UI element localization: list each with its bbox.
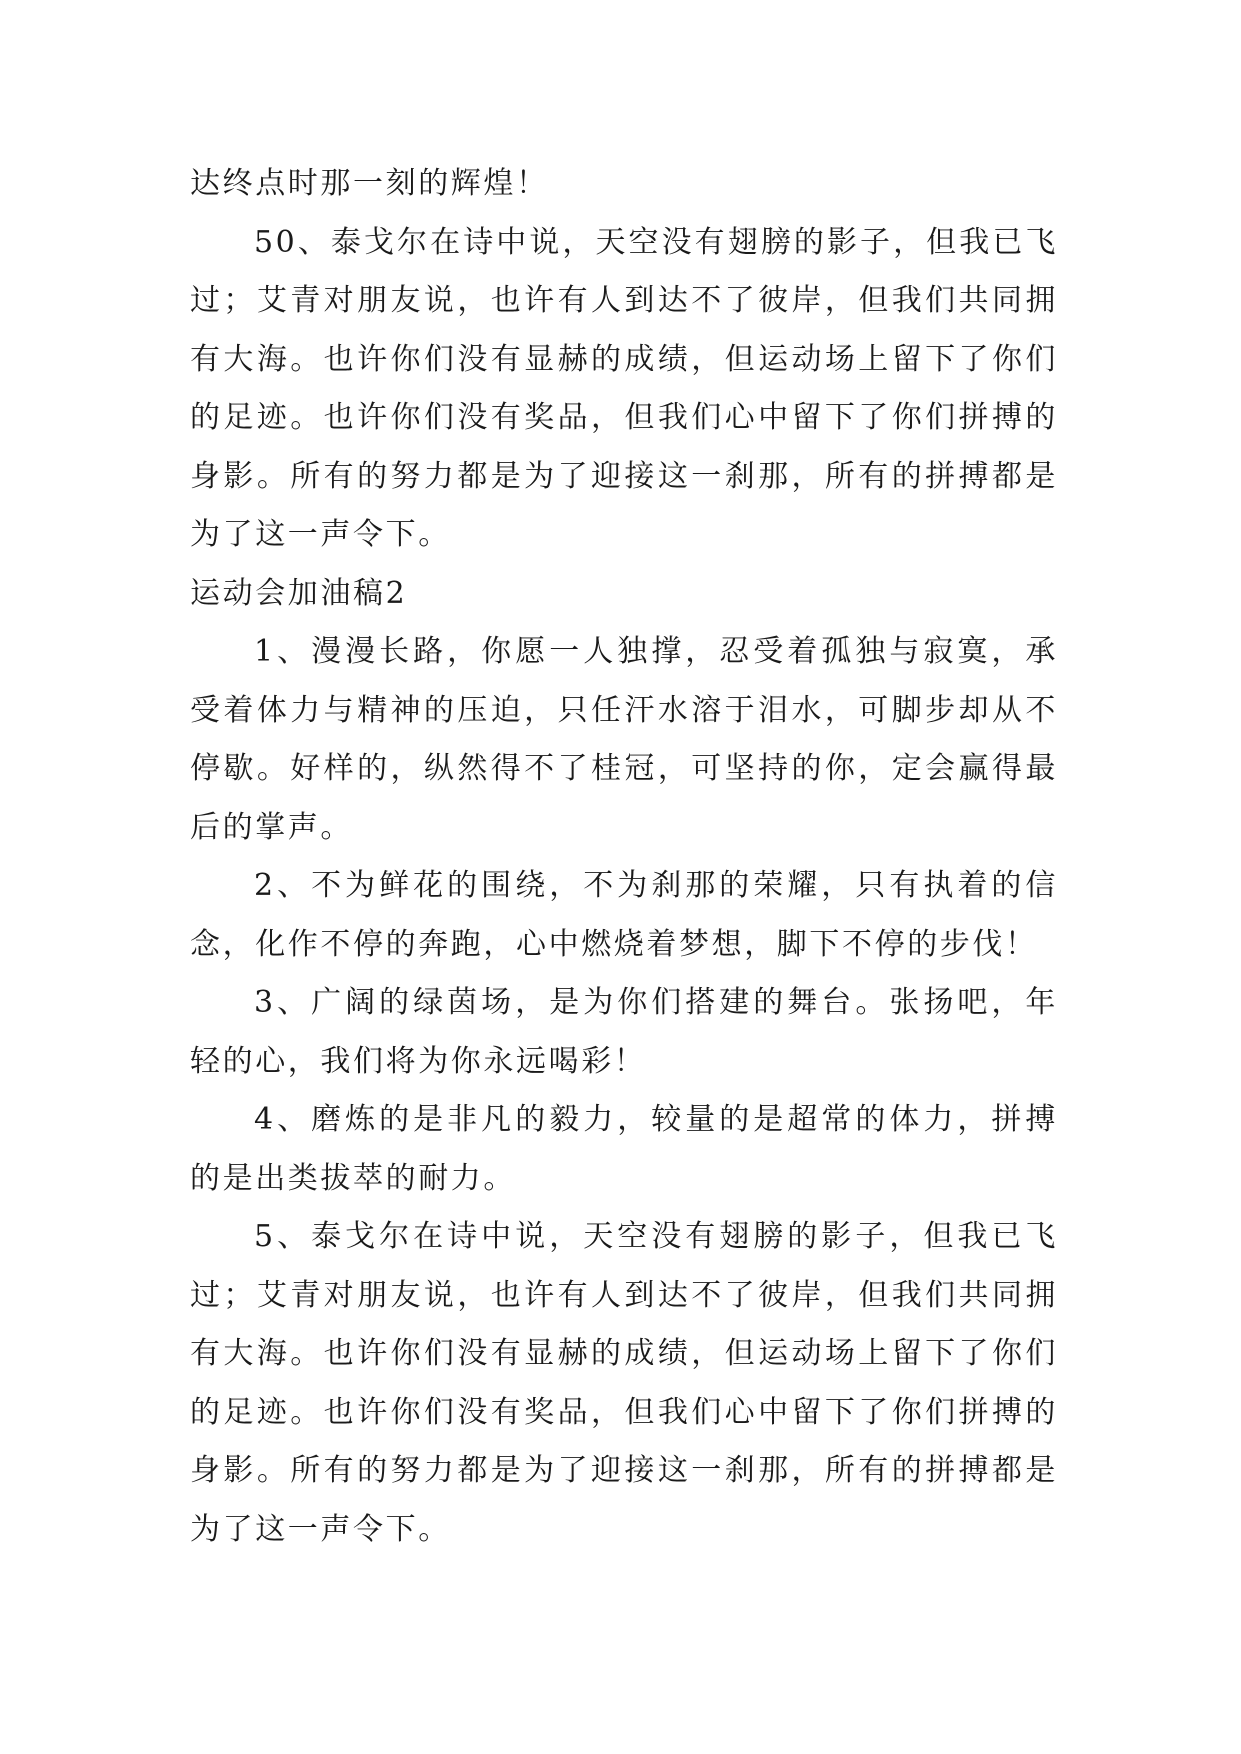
paragraph-continuation: 达终点时那一刻的辉煌！ — [190, 166, 549, 201]
paragraph-item-5: 5、泰戈尔在诗中说，天空没有翅膀的影子，但我已飞过；艾青对朋友说，也许有人到达不了彼岸，但我们共同拥有大海。也许你们没有显赫的成绩，但运动场上留下了你们的足迹。也许你们没有奖品，但我们心中留下了你们拼搏的身影。所有的努力都是为了迎接这一刹那，所有的拼搏都是为了这一声令下。 — [190, 1219, 1058, 1547]
paragraph-item-4: 4、磨炼的是非凡的毅力，较量的是超常的体力，拼搏的是出类拔萃的耐力。 — [190, 1102, 1058, 1196]
document-body — [190, 155, 1058, 1559]
paragraph-item-2: 2、不为鲜花的围绕，不为刹那的荣耀，只有执着的信念，化作不停的奔跑，心中燃烧着梦想，脚下不停的步伐！ — [190, 868, 1058, 962]
paragraph-item-1: 1、漫漫长路，你愿一人独撑，忍受着孤独与寂寞，承受着体力与精神的压迫，只任汗水溶于泪水，可脚步却从不停歇。好样的，纵然得不了桂冠，可坚持的你，定会赢得最后的掌声。 — [190, 634, 1058, 845]
paragraph-item-50: 50、泰戈尔在诗中说，天空没有翅膀的影子，但我已飞过；艾青对朋友说，也许有人到达不了彼岸，但我们共同拥有大海。也许你们没有显赫的成绩，但运动场上留下了你们的足迹。也许你们没有奖品，但我们心中留下了你们拼搏的身影。所有的努力都是为了迎接这一刹那，所有的拼搏都是为了这一声令下。 — [190, 224, 1058, 552]
paragraph-item-3: 3、广阔的绿茵场，是为你们搭建的舞台。张扬吧，年轻的心，我们将为你永远喝彩！ — [190, 985, 1058, 1079]
section-heading: 运动会加油稿2 — [190, 575, 408, 611]
